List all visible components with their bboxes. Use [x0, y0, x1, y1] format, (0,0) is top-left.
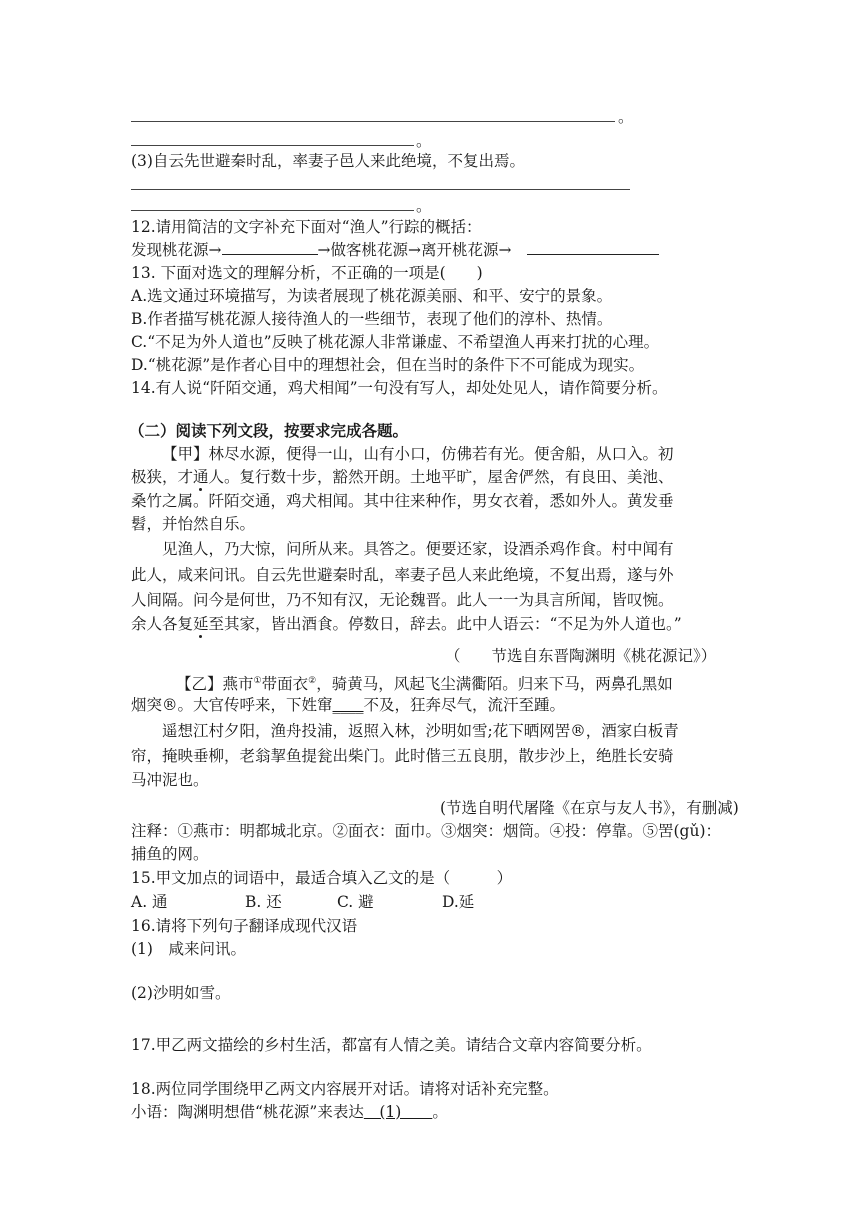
flow-part-2: →做客桃花源→离开桃花源→ [317, 241, 512, 259]
passage-yi-line: 马冲泥也。 [131, 771, 209, 789]
q15-option-b: B. 还 [245, 893, 282, 911]
notes-line: 捕鱼的网。 [131, 845, 209, 863]
question-18-stem: 18.两位同学围绕甲乙两文内容展开对话。请将对话补充完整。 [131, 1080, 559, 1098]
passage-jia-line: 极狭，才通人。复行数十步，豁然开朗。土地平旷，屋舍俨然，有良田、美池、 [131, 468, 674, 486]
passage-jia-line: 见渔人，乃大惊，问所从来。具答之。便要还家，设酒杀鸡作食。村中闻有 [162, 540, 674, 558]
flow-part-1: 发现桃花源→ [131, 241, 222, 259]
question-15-stem: 15.甲文加点的词语中，最适合填入乙文的是（ ） [131, 869, 513, 887]
question-17-stem: 17.甲乙两文描绘的乡村生活，都富有人情之美。请结合文章内容简要分析。 [131, 1036, 652, 1054]
dialog-blank-1[interactable]: (1) [363, 1103, 433, 1121]
passage-yi-source: (节选自明代屠隆《在京与友人书》，有删减) [440, 799, 739, 817]
question-12-flow [131, 239, 659, 261]
passage-yi-line: 帘，掩映垂柳，老翁挈鱼提瓮出柴门。此时偕三五良朋，散步沙上，绝胜长安骑 [131, 747, 674, 765]
dotted-word-yan: 延 [193, 615, 209, 633]
option-c: C.“不足为外人道也”反映了桃花源人非常谦虚、不希望渔人再来打扰的心理。 [131, 333, 660, 351]
blank-2[interactable] [527, 239, 659, 255]
passage-jia-line: 桑竹之属。阡陌交通，鸡犬相闻。其中往来种作，男女衣着，悉如外人。黄发垂 [131, 492, 674, 510]
section-heading: （二）阅读下列文段，按要求完成各题。 [129, 421, 409, 440]
option-d: D.“桃花源”是作者心目中的理想社会，但在当时的条件下不可能成为现实。 [131, 356, 645, 374]
answer-line [131, 121, 615, 122]
option-b: B.作者描写桃花源人接待渔人的一些细节，表现了他们的淳朴、热情。 [131, 310, 613, 328]
passage-jia-line: 【甲】林尽水源，便得一山，山有小口，仿佛若有光。便舍船，从口入。初 [162, 445, 674, 463]
passage-jia-source: （ 节选自东晋陶渊明《桃花源记》） [445, 647, 717, 665]
question-16-item-2: (2)沙明如雪。 [131, 984, 231, 1002]
answer-period: 。 [416, 132, 432, 150]
question-13-stem: 13. 下面对选文的理解分析，不正确的一项是( ) [131, 264, 483, 282]
q15-option-c: C. 避 [337, 893, 374, 911]
question-12-stem: 12.请用简洁的文字补充下面对“渔人”行踪的概括： [131, 218, 482, 236]
passage-jia-line: 此人，咸来问讯。自云先世避秦时乱，率妻子邑人来此绝境，不复出焉，遂与外 [131, 566, 674, 584]
q15-option-d: D.延 [442, 893, 475, 911]
answer-line [131, 189, 630, 190]
option-a: A.选文通过环境描写，为读者展现了桃花源美丽、和平、安宁的景象。 [131, 287, 613, 305]
passage-jia-line: 髫，并怡然自乐。 [131, 515, 256, 533]
notes-line: 注释：①燕市：明都城北京。②面衣：面巾。③烟突：烟筒。④投：停靠。⑤罟(gǔ)： [131, 822, 722, 840]
answer-period: 。 [618, 108, 634, 126]
passage-yi-line: 烟突®。大官传呼来，下姓窜____不及，狂奔尽气，流汗至踵。 [131, 696, 566, 714]
passage-jia-line: 人间隔。问今是何世，乃不知有汉，无论魏晋。此人一一为具言所闻，皆叹惋。 [131, 591, 674, 609]
dotted-word-tong: 通 [193, 468, 209, 486]
passage-yi-line: 【乙】燕市①带面衣②，骑黄马，风起飞尘满衢陌。归来下马，两鼻孔黑如 [176, 675, 673, 694]
answer-period: 。 [416, 197, 432, 215]
passage-jia-line: 余人各复延至其家，皆出酒食。停数日，辞去。此中人语云：“不足为外人道也。” [131, 615, 682, 633]
question-18-dialog: 小语：陶渊明想借“桃花源”来表达 (1) 。 [131, 1103, 448, 1121]
answer-line [131, 210, 414, 211]
question-16-item-1: (1) 咸来问讯。 [131, 940, 246, 958]
q15-option-a: A. 通 [131, 893, 168, 911]
question-14-stem: 14.有人说“阡陌交通，鸡犬相闻”一句没有写人，却处处见人，请作简要分析。 [131, 379, 668, 397]
passage-yi-line: 遥想江村夕阳，渔舟投浦，返照入林，沙明如雪;花下晒网罟®，酒家白板青 [162, 722, 679, 740]
answer-line [131, 145, 414, 146]
blank-1[interactable] [222, 239, 318, 255]
question-11-3: (3)自云先世避秦时乱，率妻子邑人来此绝境，不复出焉。 [131, 152, 525, 170]
question-16-stem: 16.请将下列句子翻译成现代汉语 [131, 917, 358, 935]
fill-blank[interactable]: ____ [332, 696, 364, 714]
